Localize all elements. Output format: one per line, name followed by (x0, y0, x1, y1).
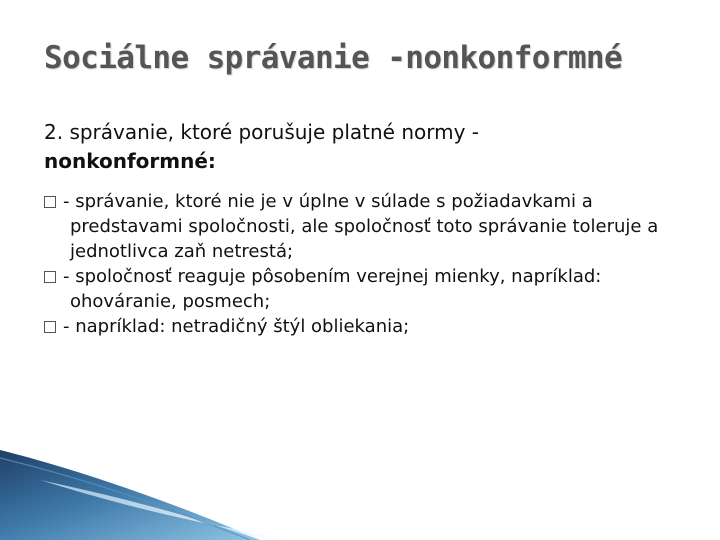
bullet-text: - napríklad: netradičný štýl obliekania; (63, 316, 410, 337)
intro-text (44, 118, 684, 176)
bullet-list (44, 189, 694, 339)
list-item (44, 264, 694, 314)
list-item (44, 189, 694, 264)
empty-square-icon (44, 321, 56, 333)
list-item (44, 314, 694, 339)
slide-title: Sociálne správanie -nonkonformné (44, 40, 623, 76)
empty-square-icon (44, 271, 56, 283)
decorative-wave (0, 450, 720, 540)
empty-square-icon (44, 196, 56, 208)
intro-line-2: nonkonformné: (44, 149, 216, 173)
intro-line-1: 2. správanie, ktoré porušuje platné normy - (44, 120, 479, 144)
bullet-text: - správanie, ktoré nie je v úplne v súlade s požiadavkami a predstavami spoločnosti, ale spoločnosť toto správanie toleruje a jednotlivca zaň netrestá; (63, 191, 659, 262)
bullet-text: - spoločnosť reaguje pôsobením verejnej mienky, napríklad: ohováranie, posmech; (63, 266, 602, 312)
